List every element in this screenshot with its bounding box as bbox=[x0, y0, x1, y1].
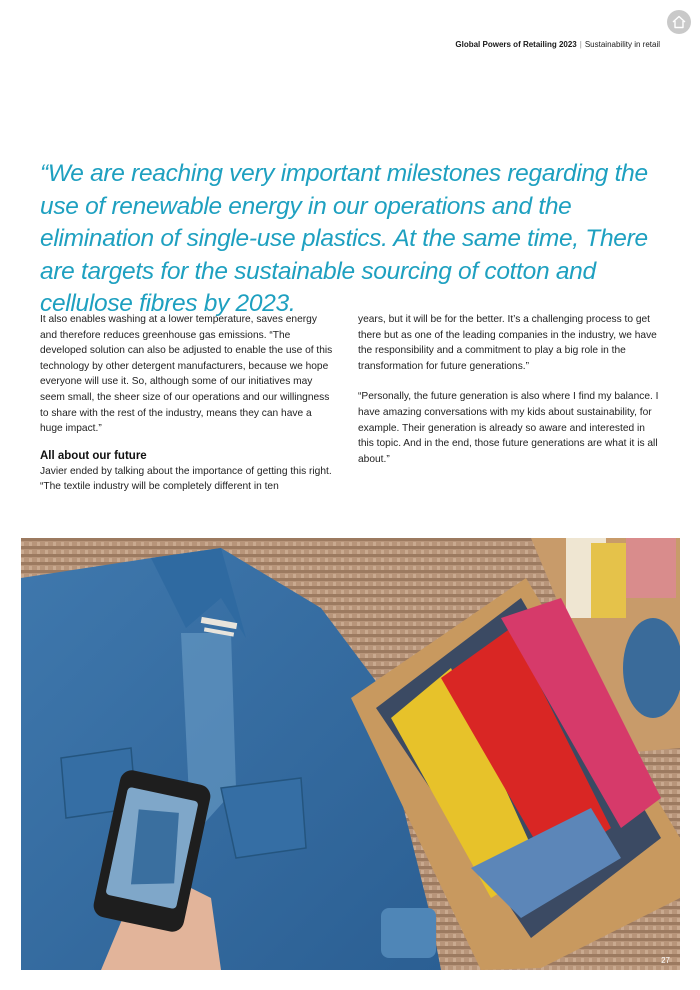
home-button[interactable] bbox=[667, 10, 691, 34]
section-title: Sustainability in retail bbox=[584, 40, 660, 49]
right-paragraph-2: “Personally, the future generation is also where I find my balance. I have amazing conversations with my kids about sustainability, for example. Their generation is already so aware and interested in this topic. And in the end, those future generations are what it is all about.” bbox=[358, 391, 659, 465]
photo-illustration bbox=[21, 538, 680, 970]
right-column bbox=[358, 312, 663, 467]
running-header bbox=[455, 40, 660, 49]
left-paragraph-2: Javier ended by talking about the importance of getting this right. “The textile industry will be completely different in ten bbox=[40, 465, 332, 493]
right-paragraph-1: years, but it will be for the better. It’s a challenging process to get there but as one of the leading companies in the industry, we have the responsibility and a commitment to play a big role in the transformation for future generations.” bbox=[358, 314, 657, 372]
section-heading: All about our future bbox=[40, 449, 147, 462]
pull-quote: “We are reaching very important milestones regarding the use of renewable energy in our operations and the elimination of single-use plastics. At the same time, There are targets for the sustainable sourcing of cotton and cellulose fibres by 2023. bbox=[40, 160, 648, 317]
left-paragraph-1: It also enables washing at a lower temperature, saves energy and therefore reduces greenhouse gas emissions. “The developed solution can also be adjusted to enable the use of this technology by other detergent manufacturers, because we hope everyone will use it. So, although some of our initiatives may seem small, the sheer size of our operations and our willingness to share with the rest of the industry, means they can have a huge impact.” bbox=[40, 314, 333, 435]
home-icon bbox=[671, 14, 687, 30]
header-separator: | bbox=[579, 40, 582, 49]
document-title: Global Powers of Retailing 2023 bbox=[455, 40, 577, 49]
clothing-photo bbox=[21, 538, 680, 970]
left-column bbox=[40, 312, 335, 495]
page-number: 27 bbox=[661, 956, 670, 965]
